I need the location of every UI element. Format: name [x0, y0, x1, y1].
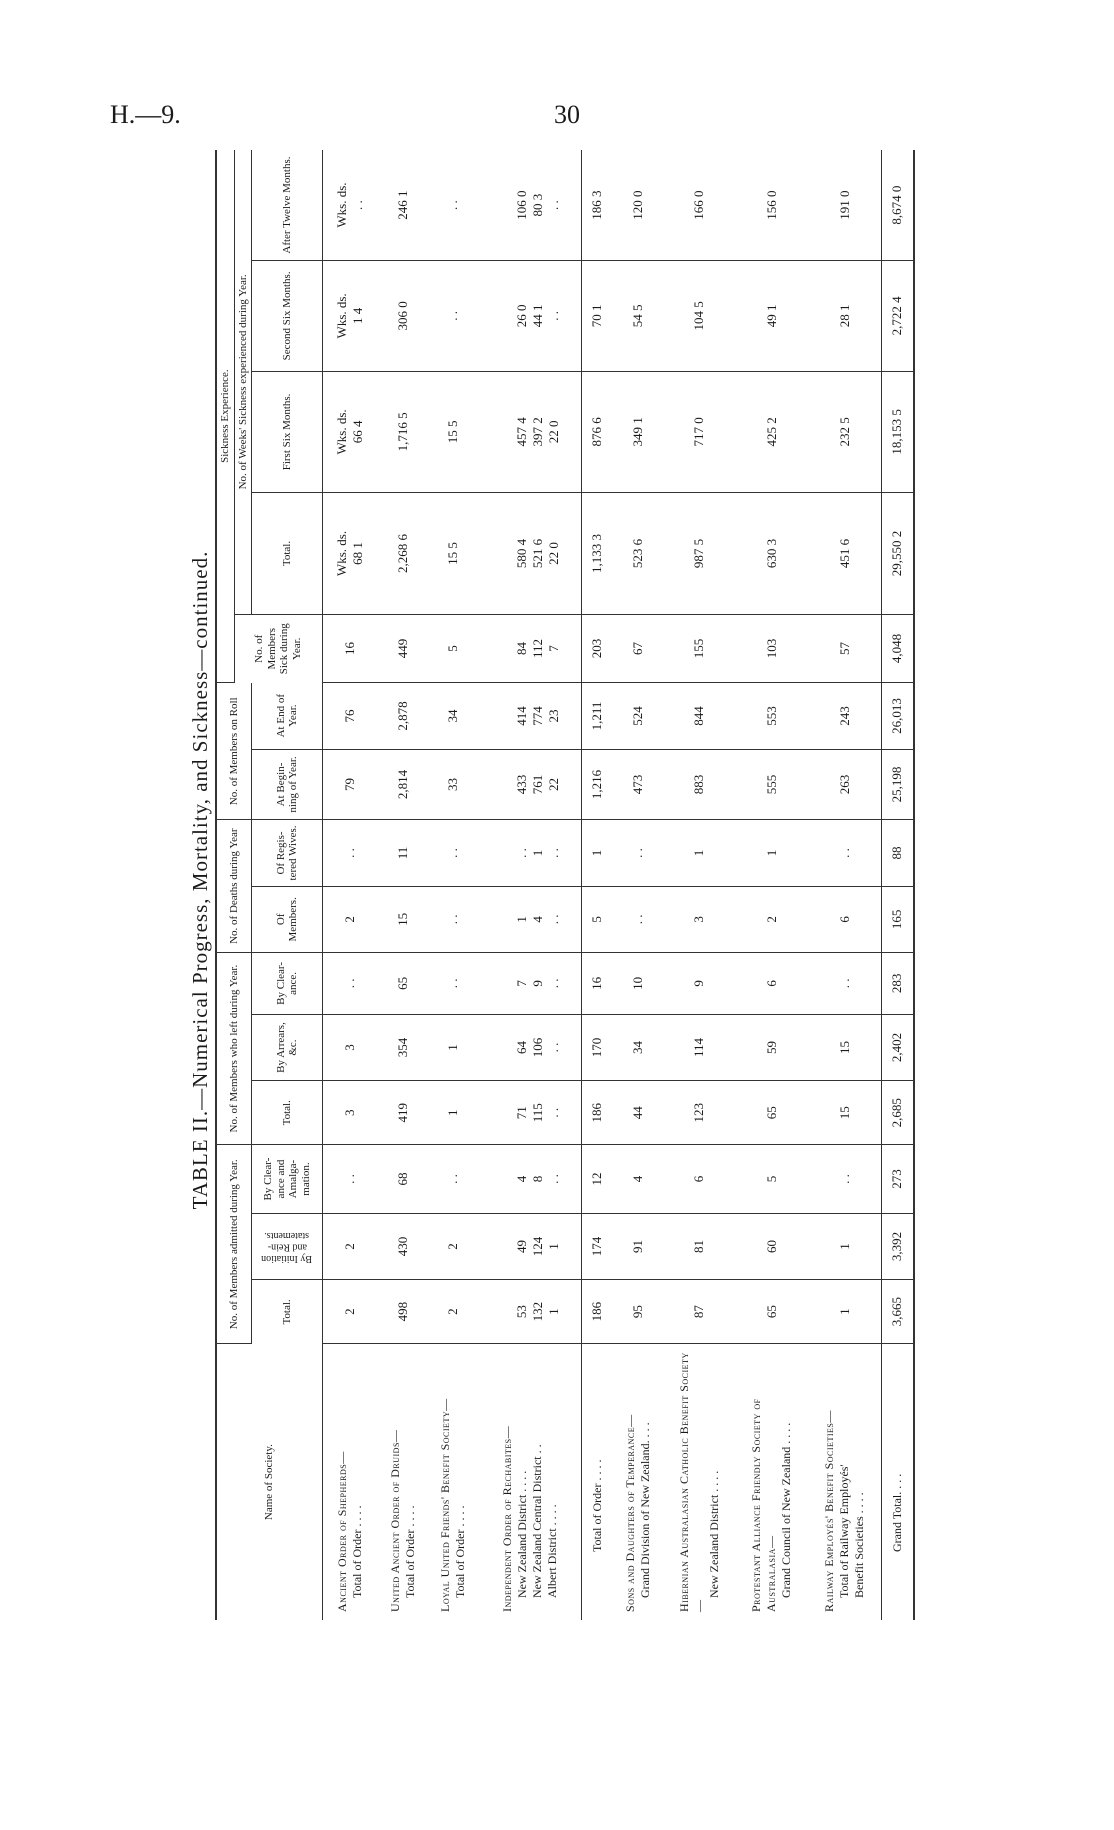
value-cell: 3: [663, 886, 736, 952]
value-cell: 306 0: [378, 261, 428, 372]
value-cell: 33: [428, 749, 478, 820]
table-row: [479, 150, 582, 1620]
table-title: TABLE II.—Numerical Progress, Mortality, and Sickness—continued.: [187, 550, 212, 1210]
society-name-line: Protestant Alliance Friendly Society of Australasia—: [749, 1398, 779, 1612]
value-cell: Wks. ds. 1 4: [323, 261, 378, 372]
value-cell: 4 8 . .: [479, 1145, 582, 1214]
value-cell: 1: [736, 820, 809, 886]
table-row: [736, 150, 809, 1620]
value-cell: 34: [428, 683, 478, 749]
value-cell: 473: [612, 749, 662, 820]
value-cell: 414 774 23: [479, 683, 582, 749]
value-cell: 524: [612, 683, 662, 749]
society-name-cell: [882, 1344, 914, 1620]
value-cell: 419: [378, 1081, 428, 1145]
value-cell: 6: [663, 1145, 736, 1214]
society-name-line: Grand Total. . . .: [890, 1473, 905, 1552]
value-cell: 273: [882, 1145, 914, 1214]
table-total-row: [882, 150, 914, 1620]
header-admitted-group: No. of Members admitted during Year.: [216, 1145, 252, 1344]
value-cell: . .: [323, 952, 378, 1014]
value-cell: 12: [582, 1145, 613, 1214]
value-cell: 523 6: [612, 493, 662, 615]
value-cell: 57: [808, 614, 881, 683]
header-name-of-society: Name of Society.: [216, 1344, 323, 1620]
value-cell: 5: [582, 886, 613, 952]
society-name-line: Benefit Societies . . . .: [852, 1492, 867, 1598]
value-cell: 26,013: [882, 683, 914, 749]
society-name-line: Sons and Daughters of Temperance—: [622, 1414, 637, 1612]
value-cell: 2,402: [882, 1014, 914, 1080]
value-cell: 65: [378, 952, 428, 1014]
society-name-line: Total of Order . . . .: [402, 1505, 417, 1598]
value-cell: 1,133 3: [582, 493, 613, 615]
value-cell: 354: [378, 1014, 428, 1080]
value-cell: 876 6: [582, 371, 613, 493]
table-row: [323, 150, 378, 1620]
value-cell: 15 5: [428, 371, 478, 493]
society-name-line: New Zealand District . . . .: [706, 1470, 721, 1598]
header-after-twelve-months: After Twelve Months.: [252, 150, 323, 261]
society-name-cell: [378, 1344, 428, 1620]
value-cell: 3: [323, 1081, 378, 1145]
header-admitted-total: Total.: [252, 1280, 323, 1344]
value-cell: 76: [323, 683, 378, 749]
value-cell: . .: [428, 150, 478, 261]
value-cell: . .: [612, 886, 662, 952]
value-cell: 555: [736, 749, 809, 820]
value-cell: 2: [428, 1280, 478, 1344]
value-cell: 123: [663, 1081, 736, 1145]
value-cell: 5: [736, 1145, 809, 1214]
value-cell: 106 0 80 3 . .: [479, 150, 582, 261]
value-cell: 2,685: [882, 1081, 914, 1145]
value-cell: 8,674 0: [882, 150, 914, 261]
value-cell: 49 1: [736, 261, 809, 372]
value-cell: 844: [663, 683, 736, 749]
table-body: [323, 150, 914, 1620]
society-name-line: Railway Employés' Benefit Societies—: [822, 1410, 837, 1612]
value-cell: 165: [882, 886, 914, 952]
value-cell: 232 5: [808, 371, 881, 493]
header-weeks-sickness: No. of Weeks' Sickness experienced during Year.: [234, 150, 252, 614]
value-cell: 283: [882, 952, 914, 1014]
value-cell: 64 106 . .: [479, 1014, 582, 1080]
value-cell: 1: [582, 820, 613, 886]
value-cell: 449: [378, 614, 428, 683]
value-cell: Wks. ds. . .: [323, 150, 378, 261]
value-cell: 2: [323, 1213, 378, 1279]
page-number: 30: [554, 100, 580, 129]
value-cell: . .: [323, 1145, 378, 1214]
value-cell: 2: [323, 886, 378, 952]
value-cell: . .: [323, 820, 378, 886]
value-cell: 104 5: [663, 261, 736, 372]
society-name-line: Grand Division of New Zealand. . . .: [637, 1422, 652, 1598]
value-cell: . .: [428, 820, 478, 886]
table-container: [215, 150, 915, 1620]
value-cell: 630 3: [736, 493, 809, 615]
value-cell: 1,216: [582, 749, 613, 820]
value-cell: 1: [808, 1213, 881, 1279]
value-cell: 156 0: [736, 150, 809, 261]
value-cell: 81: [663, 1213, 736, 1279]
society-name-line: Independent Order of Rechabites—: [499, 1425, 514, 1612]
society-name-line: United Ancient Order of Druids—: [387, 1429, 402, 1612]
value-cell: 155: [663, 614, 736, 683]
value-cell: 84 112 7: [479, 614, 582, 683]
header-roll-end: At End of Year.: [252, 683, 323, 749]
table-row: [378, 150, 428, 1620]
value-cell: 2: [323, 1280, 378, 1344]
value-cell: 15 5: [428, 493, 478, 615]
table-row: [428, 150, 478, 1620]
value-cell: 186: [582, 1280, 613, 1344]
header-first-six-months: First Six Months.: [252, 371, 323, 493]
rotated-table-frame: [215, 150, 915, 1620]
society-name-line: Total of Order . . . .: [589, 1459, 604, 1552]
value-cell: 16: [582, 952, 613, 1014]
header-admitted-initiation: [252, 1213, 323, 1279]
value-cell: 59: [736, 1014, 809, 1080]
value-cell: . .: [808, 820, 881, 886]
value-cell: 71 115 . .: [479, 1081, 582, 1145]
value-cell: 5: [428, 614, 478, 683]
value-cell: . .: [808, 1145, 881, 1214]
value-cell: 49 124 1: [479, 1213, 582, 1279]
value-cell: 186 3: [582, 150, 613, 261]
value-cell: 553: [736, 683, 809, 749]
society-name-cell: [479, 1344, 582, 1620]
value-cell: 4: [612, 1145, 662, 1214]
value-cell: 53 132 1: [479, 1280, 582, 1344]
value-cell: . .: [428, 261, 478, 372]
value-cell: 29,550 2: [882, 493, 914, 615]
header-deaths-wives: Of Regis-tered Wives.: [252, 820, 323, 886]
value-cell: 3: [323, 1014, 378, 1080]
value-cell: 15: [808, 1081, 881, 1145]
value-cell: 580 4 521 6 22 0: [479, 493, 582, 615]
value-cell: 166 0: [663, 150, 736, 261]
society-name-line: Total of Railway Employés': [837, 1464, 852, 1598]
value-cell: 3,665: [882, 1280, 914, 1344]
value-cell: 203: [582, 614, 613, 683]
society-name-line: Ancient Order of Shepherds—: [335, 1451, 350, 1612]
header-left-group: No. of Members who left during Year.: [216, 952, 252, 1144]
value-cell: 2: [736, 886, 809, 952]
header-deaths-members: Of Members.: [252, 886, 323, 952]
value-cell: 2,814: [378, 749, 428, 820]
society-name-line: New Zealand District . . . .: [514, 1470, 529, 1598]
value-cell: 34: [612, 1014, 662, 1080]
value-cell: 2: [428, 1213, 478, 1279]
society-name-line: Loyal United Friends' Benefit Society—: [438, 1398, 453, 1612]
society-name-line: Total of Order . . . .: [350, 1505, 365, 1598]
value-cell: 717 0: [663, 371, 736, 493]
value-cell: 349 1: [612, 371, 662, 493]
value-cell: . .: [808, 952, 881, 1014]
society-name-line: Total of Order . . . .: [453, 1505, 468, 1598]
value-cell: 430: [378, 1213, 428, 1279]
society-name-cell: [428, 1344, 478, 1620]
society-name-cell: [736, 1344, 809, 1620]
value-cell: 1,716 5: [378, 371, 428, 493]
header-roll-group: No. of Members on Roll: [216, 683, 252, 820]
table-row: [612, 150, 662, 1620]
value-cell: 44: [612, 1081, 662, 1145]
value-cell: 987 5: [663, 493, 736, 615]
value-cell: 2,268 6: [378, 493, 428, 615]
society-name-cell: [663, 1344, 736, 1620]
value-cell: 11: [378, 820, 428, 886]
value-cell: 457 4 397 2 22 0: [479, 371, 582, 493]
value-cell: 88: [882, 820, 914, 886]
header-deaths-group: No. of Deaths during Year: [216, 820, 252, 953]
value-cell: 2,722 4: [882, 261, 914, 372]
header-left-total: Total.: [252, 1081, 323, 1145]
value-cell: 1,211: [582, 683, 613, 749]
society-name-line: Grand Council of New Zealand . . . .: [779, 1422, 794, 1598]
society-name-line: Hibernian Australasian Catholic Benefit Society—: [676, 1352, 706, 1612]
header-sickness-experience: Sickness Experience.: [216, 150, 234, 683]
value-cell: 28 1: [808, 261, 881, 372]
value-cell: 186: [582, 1081, 613, 1145]
society-name-cell: [612, 1344, 662, 1620]
value-cell: 6: [808, 886, 881, 952]
value-cell: . .: [612, 820, 662, 886]
society-name-cell: [808, 1344, 881, 1620]
value-cell: 87: [663, 1280, 736, 1344]
value-cell: 7 9 . .: [479, 952, 582, 1014]
value-cell: 6: [736, 952, 809, 1014]
value-cell: 263: [808, 749, 881, 820]
header-left-arrears: By Arrears, &c.: [252, 1014, 323, 1080]
value-cell: 1: [428, 1014, 478, 1080]
value-cell: 1 4 . .: [479, 886, 582, 952]
value-cell: 114: [663, 1014, 736, 1080]
value-cell: 60: [736, 1213, 809, 1279]
value-cell: 2,878: [378, 683, 428, 749]
value-cell: 4,048: [882, 614, 914, 683]
value-cell: 15: [808, 1014, 881, 1080]
value-cell: 120 0: [612, 150, 662, 261]
value-cell: 243: [808, 683, 881, 749]
header-admitted-clearance: By Clear-ance and Amalga-mation.: [252, 1145, 323, 1214]
value-cell: 103: [736, 614, 809, 683]
value-cell: 10: [612, 952, 662, 1014]
value-cell: 79: [323, 749, 378, 820]
value-cell: 498: [378, 1280, 428, 1344]
value-cell: 54 5: [612, 261, 662, 372]
value-cell: 26 0 44 1 . .: [479, 261, 582, 372]
value-cell: 65: [736, 1280, 809, 1344]
society-name-cell: [582, 1344, 613, 1620]
value-cell: 191 0: [808, 150, 881, 261]
table-row: [663, 150, 736, 1620]
value-cell: 451 6: [808, 493, 881, 615]
header-second-six-months: Second Six Months.: [252, 261, 323, 372]
value-cell: 174: [582, 1213, 613, 1279]
value-cell: 15: [378, 886, 428, 952]
statistics-table: [215, 150, 915, 1620]
value-cell: 3,392: [882, 1213, 914, 1279]
value-cell: 883: [663, 749, 736, 820]
value-cell: Wks. ds. 68 1: [323, 493, 378, 615]
value-cell: 68: [378, 1145, 428, 1214]
value-cell: . . 1 . .: [479, 820, 582, 886]
value-cell: 1: [808, 1280, 881, 1344]
society-name-cell: [323, 1344, 378, 1620]
header-roll-begin: At Begin-ning of Year.: [252, 749, 323, 820]
value-cell: Wks. ds. 66 4: [323, 371, 378, 493]
value-cell: 1: [663, 820, 736, 886]
value-cell: 91: [612, 1213, 662, 1279]
table-row: [808, 150, 881, 1620]
value-cell: 170: [582, 1014, 613, 1080]
value-cell: 1: [428, 1081, 478, 1145]
value-cell: 433 761 22: [479, 749, 582, 820]
page-identifier: H.—9.: [110, 100, 181, 129]
value-cell: . .: [428, 1145, 478, 1214]
value-cell: 16: [323, 614, 378, 683]
value-cell: 425 2: [736, 371, 809, 493]
value-cell: 9: [663, 952, 736, 1014]
value-cell: 70 1: [582, 261, 613, 372]
society-name-line: New Zealand Central District . .: [529, 1444, 544, 1598]
value-cell: 18,153 5: [882, 371, 914, 493]
table-total-row: [582, 150, 613, 1620]
header-left-clearance: By Clear-ance.: [252, 952, 323, 1014]
value-cell: 25,198: [882, 749, 914, 820]
value-cell: . .: [428, 952, 478, 1014]
value-cell: 246 1: [378, 150, 428, 261]
value-cell: . .: [428, 886, 478, 952]
header-admitted-initiation-label: By Initiation and Rein-statements.: [261, 1229, 313, 1264]
value-cell: 95: [612, 1280, 662, 1344]
value-cell: 65: [736, 1081, 809, 1145]
header-weeks-total: Total.: [252, 493, 323, 615]
value-cell: 67: [612, 614, 662, 683]
society-name-line: Albert District . . . .: [544, 1504, 559, 1598]
header-members-sick: No. of Members Sick during Year.: [234, 614, 323, 683]
